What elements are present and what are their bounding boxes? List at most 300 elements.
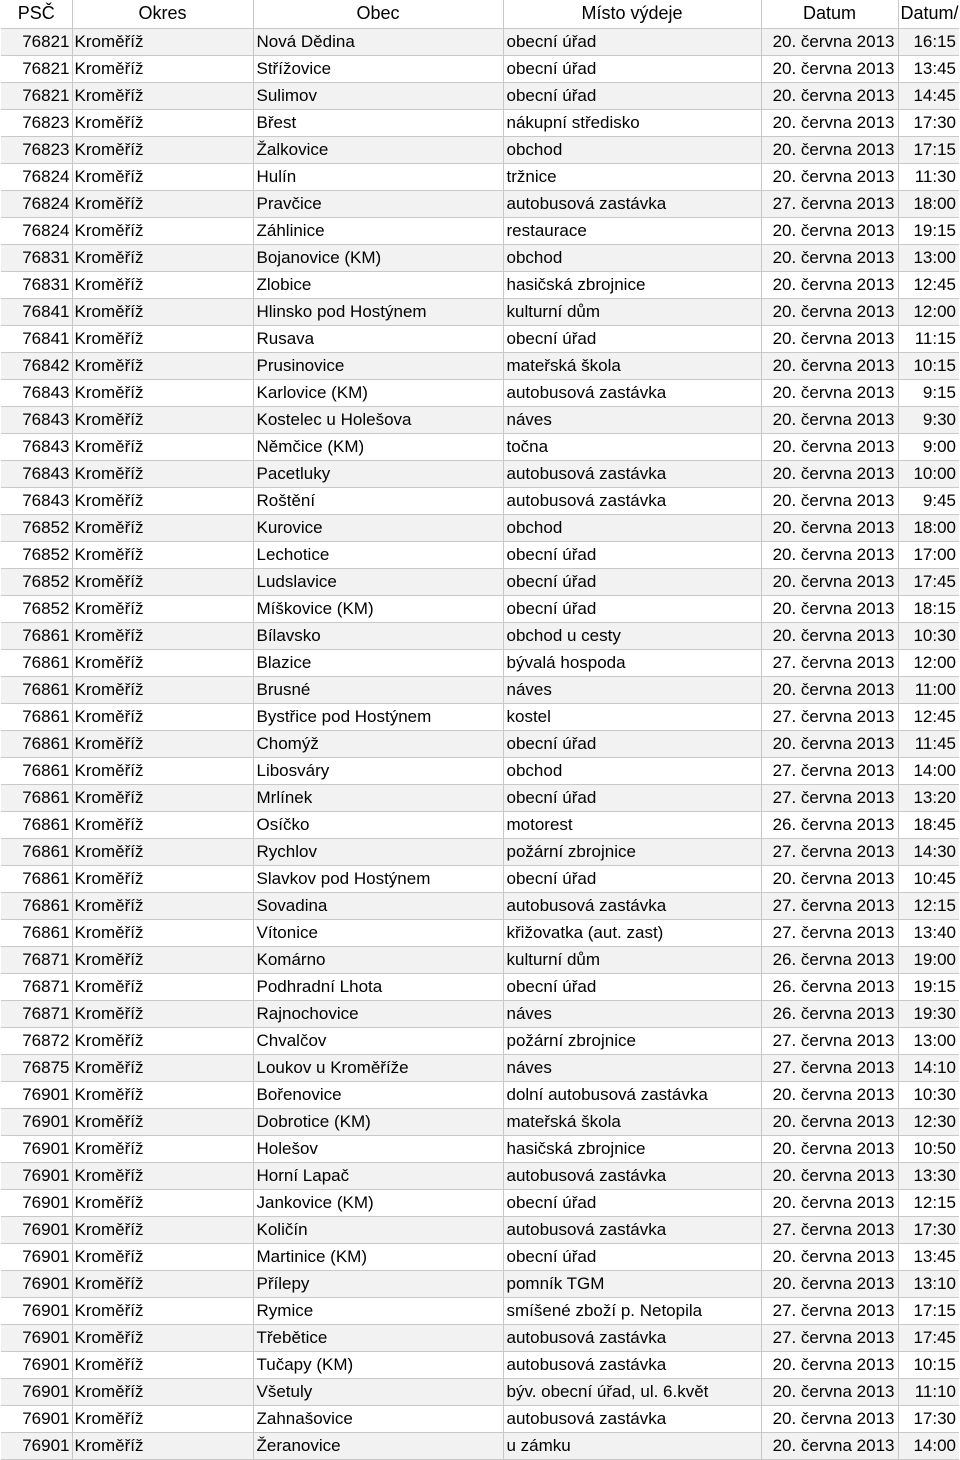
cell-cas[interactable]: 11:15 bbox=[898, 325, 959, 352]
cell-okres[interactable]: Kroměříž bbox=[72, 1108, 253, 1135]
cell-datum[interactable]: 20. června 2013 bbox=[761, 568, 898, 595]
cell-okres[interactable]: Kroměříž bbox=[72, 730, 253, 757]
cell-psc[interactable]: 76831 bbox=[1, 271, 72, 298]
cell-cas[interactable]: 18:15 bbox=[898, 595, 959, 622]
cell-cas[interactable]: 10:45 bbox=[898, 865, 959, 892]
cell-misto[interactable]: mateřská škola bbox=[503, 1108, 761, 1135]
cell-psc[interactable]: 76824 bbox=[1, 163, 72, 190]
cell-misto[interactable]: obchod u cesty bbox=[503, 622, 761, 649]
cell-okres[interactable]: Kroměříž bbox=[72, 325, 253, 352]
cell-okres[interactable]: Kroměříž bbox=[72, 1135, 253, 1162]
cell-misto[interactable]: obchod bbox=[503, 136, 761, 163]
cell-psc[interactable]: 76861 bbox=[1, 703, 72, 730]
table-row[interactable] bbox=[1, 757, 959, 784]
cell-okres[interactable]: Kroměříž bbox=[72, 163, 253, 190]
cell-psc[interactable]: 76824 bbox=[1, 190, 72, 217]
cell-obec[interactable]: Všetuly bbox=[253, 1378, 503, 1405]
cell-datum[interactable]: 27. června 2013 bbox=[761, 190, 898, 217]
cell-psc[interactable]: 76821 bbox=[1, 55, 72, 82]
table-row[interactable] bbox=[1, 703, 959, 730]
cell-psc[interactable]: 76871 bbox=[1, 946, 72, 973]
cell-misto[interactable]: autobusová zastávka bbox=[503, 1351, 761, 1378]
cell-cas[interactable]: 11:30 bbox=[898, 163, 959, 190]
cell-okres[interactable]: Kroměříž bbox=[72, 1027, 253, 1054]
table-row[interactable] bbox=[1, 1216, 959, 1243]
table-row[interactable] bbox=[1, 1378, 959, 1405]
cell-psc[interactable]: 76824 bbox=[1, 217, 72, 244]
cell-datum[interactable]: 20. června 2013 bbox=[761, 244, 898, 271]
cell-psc[interactable]: 76872 bbox=[1, 1027, 72, 1054]
cell-misto[interactable]: obchod bbox=[503, 244, 761, 271]
cell-misto[interactable]: býv. obecní úřad, ul. 6.květ bbox=[503, 1378, 761, 1405]
cell-psc[interactable]: 76861 bbox=[1, 757, 72, 784]
cell-datum[interactable]: 27. června 2013 bbox=[761, 757, 898, 784]
cell-cas[interactable]: 16:15 bbox=[898, 28, 959, 55]
cell-datum[interactable]: 20. června 2013 bbox=[761, 352, 898, 379]
cell-misto[interactable]: křižovatka (aut. zast) bbox=[503, 919, 761, 946]
cell-misto[interactable]: kostel bbox=[503, 703, 761, 730]
cell-okres[interactable]: Kroměříž bbox=[72, 703, 253, 730]
cell-okres[interactable]: Kroměříž bbox=[72, 460, 253, 487]
cell-datum[interactable]: 27. června 2013 bbox=[761, 784, 898, 811]
cell-okres[interactable]: Kroměříž bbox=[72, 190, 253, 217]
cell-datum[interactable]: 20. června 2013 bbox=[761, 406, 898, 433]
cell-cas[interactable]: 11:10 bbox=[898, 1378, 959, 1405]
cell-psc[interactable]: 76841 bbox=[1, 325, 72, 352]
cell-psc[interactable]: 76901 bbox=[1, 1081, 72, 1108]
cell-psc[interactable]: 76901 bbox=[1, 1378, 72, 1405]
header-misto[interactable]: Místo výdeje bbox=[503, 0, 761, 28]
cell-cas[interactable]: 14:00 bbox=[898, 1432, 959, 1459]
cell-obec[interactable]: Karlovice (KM) bbox=[253, 379, 503, 406]
cell-okres[interactable]: Kroměříž bbox=[72, 1405, 253, 1432]
cell-okres[interactable]: Kroměříž bbox=[72, 28, 253, 55]
cell-misto[interactable]: autobusová zastávka bbox=[503, 379, 761, 406]
cell-okres[interactable]: Kroměříž bbox=[72, 1054, 253, 1081]
cell-obec[interactable]: Komárno bbox=[253, 946, 503, 973]
cell-psc[interactable]: 76821 bbox=[1, 28, 72, 55]
cell-okres[interactable]: Kroměříž bbox=[72, 892, 253, 919]
cell-cas[interactable]: 17:00 bbox=[898, 541, 959, 568]
cell-psc[interactable]: 76861 bbox=[1, 622, 72, 649]
cell-cas[interactable]: 18:00 bbox=[898, 514, 959, 541]
table-row[interactable] bbox=[1, 433, 959, 460]
cell-datum[interactable]: 20. června 2013 bbox=[761, 1135, 898, 1162]
cell-datum[interactable]: 27. června 2013 bbox=[761, 1027, 898, 1054]
cell-cas[interactable]: 14:30 bbox=[898, 838, 959, 865]
cell-okres[interactable]: Kroměříž bbox=[72, 352, 253, 379]
table-row[interactable] bbox=[1, 1297, 959, 1324]
cell-misto[interactable]: kulturní dům bbox=[503, 298, 761, 325]
cell-okres[interactable]: Kroměříž bbox=[72, 406, 253, 433]
table-row[interactable] bbox=[1, 919, 959, 946]
cell-obec[interactable]: Bojanovice (KM) bbox=[253, 244, 503, 271]
cell-okres[interactable]: Kroměříž bbox=[72, 1081, 253, 1108]
cell-misto[interactable]: točna bbox=[503, 433, 761, 460]
cell-obec[interactable]: Sulimov bbox=[253, 82, 503, 109]
table-row[interactable] bbox=[1, 622, 959, 649]
cell-cas[interactable]: 11:45 bbox=[898, 730, 959, 757]
table-row[interactable] bbox=[1, 28, 959, 55]
cell-okres[interactable]: Kroměříž bbox=[72, 1243, 253, 1270]
cell-misto[interactable]: u zámku bbox=[503, 1432, 761, 1459]
table-row[interactable] bbox=[1, 325, 959, 352]
cell-obec[interactable]: Loukov u Kroměříže bbox=[253, 1054, 503, 1081]
cell-misto[interactable]: autobusová zastávka bbox=[503, 1405, 761, 1432]
cell-okres[interactable]: Kroměříž bbox=[72, 1378, 253, 1405]
cell-psc[interactable]: 76901 bbox=[1, 1189, 72, 1216]
cell-okres[interactable]: Kroměříž bbox=[72, 811, 253, 838]
cell-misto[interactable]: mateřská škola bbox=[503, 352, 761, 379]
cell-datum[interactable]: 20. června 2013 bbox=[761, 730, 898, 757]
cell-psc[interactable]: 76871 bbox=[1, 973, 72, 1000]
cell-obec[interactable]: Bystřice pod Hostýnem bbox=[253, 703, 503, 730]
cell-psc[interactable]: 76861 bbox=[1, 919, 72, 946]
cell-psc[interactable]: 76901 bbox=[1, 1270, 72, 1297]
cell-obec[interactable]: Přílepy bbox=[253, 1270, 503, 1297]
cell-obec[interactable]: Jankovice (KM) bbox=[253, 1189, 503, 1216]
cell-datum[interactable]: 20. června 2013 bbox=[761, 487, 898, 514]
cell-okres[interactable]: Kroměříž bbox=[72, 946, 253, 973]
cell-misto[interactable]: obecní úřad bbox=[503, 1189, 761, 1216]
table-row[interactable] bbox=[1, 865, 959, 892]
cell-okres[interactable]: Kroměříž bbox=[72, 298, 253, 325]
table-row[interactable] bbox=[1, 595, 959, 622]
cell-cas[interactable]: 19:00 bbox=[898, 946, 959, 973]
cell-obec[interactable]: Hlinsko pod Hostýnem bbox=[253, 298, 503, 325]
table-row[interactable] bbox=[1, 1081, 959, 1108]
cell-datum[interactable]: 20. června 2013 bbox=[761, 1162, 898, 1189]
cell-cas[interactable]: 11:00 bbox=[898, 676, 959, 703]
cell-misto[interactable]: obecní úřad bbox=[503, 568, 761, 595]
cell-misto[interactable]: obecní úřad bbox=[503, 865, 761, 892]
cell-obec[interactable]: Třebětice bbox=[253, 1324, 503, 1351]
table-row[interactable] bbox=[1, 892, 959, 919]
cell-okres[interactable]: Kroměříž bbox=[72, 568, 253, 595]
cell-cas[interactable]: 13:00 bbox=[898, 244, 959, 271]
cell-cas[interactable]: 14:10 bbox=[898, 1054, 959, 1081]
table-row[interactable] bbox=[1, 1351, 959, 1378]
cell-cas[interactable]: 17:30 bbox=[898, 1405, 959, 1432]
cell-obec[interactable]: Osíčko bbox=[253, 811, 503, 838]
cell-cas[interactable]: 12:00 bbox=[898, 649, 959, 676]
cell-datum[interactable]: 20. června 2013 bbox=[761, 217, 898, 244]
cell-obec[interactable]: Břest bbox=[253, 109, 503, 136]
cell-psc[interactable]: 76901 bbox=[1, 1243, 72, 1270]
cell-misto[interactable]: pomník TGM bbox=[503, 1270, 761, 1297]
cell-misto[interactable]: obecní úřad bbox=[503, 55, 761, 82]
cell-cas[interactable]: 10:30 bbox=[898, 622, 959, 649]
cell-misto[interactable]: obchod bbox=[503, 757, 761, 784]
cell-datum[interactable]: 20. června 2013 bbox=[761, 1432, 898, 1459]
cell-psc[interactable]: 76852 bbox=[1, 595, 72, 622]
cell-obec[interactable]: Bílavsko bbox=[253, 622, 503, 649]
cell-datum[interactable]: 26. června 2013 bbox=[761, 811, 898, 838]
cell-psc[interactable]: 76842 bbox=[1, 352, 72, 379]
cell-obec[interactable]: Horní Lapač bbox=[253, 1162, 503, 1189]
cell-obec[interactable]: Zahnašovice bbox=[253, 1405, 503, 1432]
cell-misto[interactable]: obecní úřad bbox=[503, 784, 761, 811]
cell-datum[interactable]: 20. června 2013 bbox=[761, 109, 898, 136]
cell-obec[interactable]: Pravčice bbox=[253, 190, 503, 217]
cell-cas[interactable]: 19:15 bbox=[898, 973, 959, 1000]
table-row[interactable] bbox=[1, 379, 959, 406]
cell-misto[interactable]: tržnice bbox=[503, 163, 761, 190]
cell-datum[interactable]: 20. června 2013 bbox=[761, 28, 898, 55]
cell-cas[interactable]: 17:45 bbox=[898, 1324, 959, 1351]
cell-psc[interactable]: 76852 bbox=[1, 568, 72, 595]
cell-misto[interactable]: obecní úřad bbox=[503, 325, 761, 352]
cell-datum[interactable]: 20. června 2013 bbox=[761, 541, 898, 568]
cell-obec[interactable]: Lechotice bbox=[253, 541, 503, 568]
cell-okres[interactable]: Kroměříž bbox=[72, 757, 253, 784]
cell-obec[interactable]: Martinice (KM) bbox=[253, 1243, 503, 1270]
cell-misto[interactable]: autobusová zastávka bbox=[503, 1162, 761, 1189]
cell-obec[interactable]: Chomýž bbox=[253, 730, 503, 757]
cell-psc[interactable]: 76852 bbox=[1, 514, 72, 541]
cell-obec[interactable]: Libosváry bbox=[253, 757, 503, 784]
cell-okres[interactable]: Kroměříž bbox=[72, 1000, 253, 1027]
table-row[interactable] bbox=[1, 946, 959, 973]
cell-misto[interactable]: autobusová zastávka bbox=[503, 190, 761, 217]
cell-misto[interactable]: autobusová zastávka bbox=[503, 487, 761, 514]
cell-cas[interactable]: 10:15 bbox=[898, 352, 959, 379]
cell-psc[interactable]: 76823 bbox=[1, 109, 72, 136]
table-row[interactable] bbox=[1, 460, 959, 487]
table-row[interactable] bbox=[1, 1108, 959, 1135]
cell-psc[interactable]: 76901 bbox=[1, 1135, 72, 1162]
cell-misto[interactable]: autobusová zastávka bbox=[503, 460, 761, 487]
cell-psc[interactable]: 76861 bbox=[1, 730, 72, 757]
cell-cas[interactable]: 10:15 bbox=[898, 1351, 959, 1378]
table-row[interactable] bbox=[1, 109, 959, 136]
cell-okres[interactable]: Kroměříž bbox=[72, 82, 253, 109]
cell-obec[interactable]: Rusava bbox=[253, 325, 503, 352]
cell-misto[interactable]: obchod bbox=[503, 514, 761, 541]
cell-obec[interactable]: Sovadina bbox=[253, 892, 503, 919]
cell-obec[interactable]: Střížovice bbox=[253, 55, 503, 82]
cell-obec[interactable]: Chvalčov bbox=[253, 1027, 503, 1054]
cell-cas[interactable]: 19:30 bbox=[898, 1000, 959, 1027]
cell-datum[interactable]: 27. června 2013 bbox=[761, 1216, 898, 1243]
cell-obec[interactable]: Nová Dědina bbox=[253, 28, 503, 55]
table-row[interactable] bbox=[1, 541, 959, 568]
cell-psc[interactable]: 76871 bbox=[1, 1000, 72, 1027]
header-psc[interactable]: PSČ bbox=[1, 0, 72, 28]
table-row[interactable] bbox=[1, 1405, 959, 1432]
cell-cas[interactable]: 18:45 bbox=[898, 811, 959, 838]
cell-okres[interactable]: Kroměříž bbox=[72, 244, 253, 271]
cell-misto[interactable]: obecní úřad bbox=[503, 541, 761, 568]
cell-obec[interactable]: Količín bbox=[253, 1216, 503, 1243]
cell-datum[interactable]: 27. června 2013 bbox=[761, 892, 898, 919]
cell-obec[interactable]: Vítonice bbox=[253, 919, 503, 946]
cell-misto[interactable]: hasičská zbrojnice bbox=[503, 271, 761, 298]
table-row[interactable] bbox=[1, 136, 959, 163]
cell-okres[interactable]: Kroměříž bbox=[72, 379, 253, 406]
cell-psc[interactable]: 76875 bbox=[1, 1054, 72, 1081]
cell-psc[interactable]: 76852 bbox=[1, 541, 72, 568]
cell-okres[interactable]: Kroměříž bbox=[72, 1297, 253, 1324]
cell-obec[interactable]: Prusinovice bbox=[253, 352, 503, 379]
cell-cas[interactable]: 18:00 bbox=[898, 190, 959, 217]
cell-datum[interactable]: 20. června 2013 bbox=[761, 865, 898, 892]
cell-okres[interactable]: Kroměříž bbox=[72, 973, 253, 1000]
cell-cas[interactable]: 12:45 bbox=[898, 703, 959, 730]
cell-psc[interactable]: 76901 bbox=[1, 1297, 72, 1324]
cell-datum[interactable]: 20. června 2013 bbox=[761, 622, 898, 649]
table-row[interactable] bbox=[1, 1243, 959, 1270]
cell-datum[interactable]: 27. června 2013 bbox=[761, 838, 898, 865]
cell-obec[interactable]: Holešov bbox=[253, 1135, 503, 1162]
cell-obec[interactable]: Podhradní Lhota bbox=[253, 973, 503, 1000]
table-row[interactable] bbox=[1, 406, 959, 433]
cell-psc[interactable]: 76901 bbox=[1, 1324, 72, 1351]
table-row[interactable] bbox=[1, 838, 959, 865]
cell-psc[interactable]: 76901 bbox=[1, 1216, 72, 1243]
cell-datum[interactable]: 20. června 2013 bbox=[761, 298, 898, 325]
cell-misto[interactable]: náves bbox=[503, 406, 761, 433]
cell-cas[interactable]: 13:45 bbox=[898, 55, 959, 82]
cell-obec[interactable]: Němčice (KM) bbox=[253, 433, 503, 460]
cell-cas[interactable]: 9:15 bbox=[898, 379, 959, 406]
cell-psc[interactable]: 76821 bbox=[1, 82, 72, 109]
cell-psc[interactable]: 76843 bbox=[1, 433, 72, 460]
table-row[interactable] bbox=[1, 568, 959, 595]
cell-okres[interactable]: Kroměříž bbox=[72, 1216, 253, 1243]
cell-datum[interactable]: 20. června 2013 bbox=[761, 379, 898, 406]
cell-psc[interactable]: 76843 bbox=[1, 406, 72, 433]
cell-cas[interactable]: 14:00 bbox=[898, 757, 959, 784]
table-row[interactable] bbox=[1, 163, 959, 190]
cell-psc[interactable]: 76843 bbox=[1, 460, 72, 487]
cell-obec[interactable]: Zlobice bbox=[253, 271, 503, 298]
cell-datum[interactable]: 20. června 2013 bbox=[761, 1189, 898, 1216]
table-row[interactable] bbox=[1, 298, 959, 325]
cell-psc[interactable]: 76901 bbox=[1, 1351, 72, 1378]
cell-psc[interactable]: 76861 bbox=[1, 892, 72, 919]
cell-cas[interactable]: 13:20 bbox=[898, 784, 959, 811]
cell-okres[interactable]: Kroměříž bbox=[72, 784, 253, 811]
cell-datum[interactable]: 27. června 2013 bbox=[761, 1054, 898, 1081]
cell-datum[interactable]: 27. června 2013 bbox=[761, 1324, 898, 1351]
table-row[interactable] bbox=[1, 649, 959, 676]
table-row[interactable] bbox=[1, 1000, 959, 1027]
cell-psc[interactable]: 76861 bbox=[1, 811, 72, 838]
cell-cas[interactable]: 10:00 bbox=[898, 460, 959, 487]
table-row[interactable] bbox=[1, 730, 959, 757]
cell-cas[interactable]: 17:30 bbox=[898, 109, 959, 136]
cell-datum[interactable]: 26. června 2013 bbox=[761, 946, 898, 973]
cell-misto[interactable]: autobusová zastávka bbox=[503, 1216, 761, 1243]
header-datum[interactable]: Datum bbox=[761, 0, 898, 28]
cell-obec[interactable]: Dobrotice (KM) bbox=[253, 1108, 503, 1135]
cell-misto[interactable]: nákupní středisko bbox=[503, 109, 761, 136]
cell-misto[interactable]: obecní úřad bbox=[503, 28, 761, 55]
cell-datum[interactable]: 20. června 2013 bbox=[761, 460, 898, 487]
cell-misto[interactable]: obecní úřad bbox=[503, 595, 761, 622]
cell-obec[interactable]: Roštění bbox=[253, 487, 503, 514]
cell-okres[interactable]: Kroměříž bbox=[72, 55, 253, 82]
cell-okres[interactable]: Kroměříž bbox=[72, 109, 253, 136]
cell-okres[interactable]: Kroměříž bbox=[72, 676, 253, 703]
table-row[interactable] bbox=[1, 514, 959, 541]
cell-okres[interactable]: Kroměříž bbox=[72, 649, 253, 676]
cell-psc[interactable]: 76843 bbox=[1, 487, 72, 514]
cell-okres[interactable]: Kroměříž bbox=[72, 136, 253, 163]
cell-obec[interactable]: Rychlov bbox=[253, 838, 503, 865]
cell-cas[interactable]: 9:45 bbox=[898, 487, 959, 514]
cell-okres[interactable]: Kroměříž bbox=[72, 1351, 253, 1378]
cell-okres[interactable]: Kroměříž bbox=[72, 433, 253, 460]
cell-obec[interactable]: Žalkovice bbox=[253, 136, 503, 163]
cell-obec[interactable]: Rajnochovice bbox=[253, 1000, 503, 1027]
cell-obec[interactable]: Kurovice bbox=[253, 514, 503, 541]
cell-datum[interactable]: 20. června 2013 bbox=[761, 676, 898, 703]
cell-misto[interactable]: kulturní dům bbox=[503, 946, 761, 973]
cell-okres[interactable]: Kroměříž bbox=[72, 622, 253, 649]
cell-datum[interactable]: 20. června 2013 bbox=[761, 55, 898, 82]
table-row[interactable] bbox=[1, 1432, 959, 1459]
cell-datum[interactable]: 20. června 2013 bbox=[761, 1243, 898, 1270]
cell-misto[interactable]: obecní úřad bbox=[503, 82, 761, 109]
cell-misto[interactable]: náves bbox=[503, 1000, 761, 1027]
cell-datum[interactable]: 20. června 2013 bbox=[761, 514, 898, 541]
cell-datum[interactable]: 20. června 2013 bbox=[761, 595, 898, 622]
cell-obec[interactable]: Tučapy (KM) bbox=[253, 1351, 503, 1378]
cell-datum[interactable]: 20. června 2013 bbox=[761, 82, 898, 109]
cell-cas[interactable]: 13:40 bbox=[898, 919, 959, 946]
cell-datum[interactable]: 20. června 2013 bbox=[761, 1378, 898, 1405]
cell-cas[interactable]: 12:15 bbox=[898, 1189, 959, 1216]
cell-okres[interactable]: Kroměříž bbox=[72, 217, 253, 244]
cell-psc[interactable]: 76831 bbox=[1, 244, 72, 271]
cell-obec[interactable]: Pacetluky bbox=[253, 460, 503, 487]
cell-misto[interactable]: hasičská zbrojnice bbox=[503, 1135, 761, 1162]
table-row[interactable] bbox=[1, 1027, 959, 1054]
cell-datum[interactable]: 27. června 2013 bbox=[761, 1297, 898, 1324]
table-row[interactable] bbox=[1, 1054, 959, 1081]
table-row[interactable] bbox=[1, 1270, 959, 1297]
cell-cas[interactable]: 10:50 bbox=[898, 1135, 959, 1162]
table-row[interactable] bbox=[1, 1189, 959, 1216]
cell-datum[interactable]: 27. června 2013 bbox=[761, 919, 898, 946]
cell-misto[interactable]: autobusová zastávka bbox=[503, 1324, 761, 1351]
cell-okres[interactable]: Kroměříž bbox=[72, 487, 253, 514]
cell-misto[interactable]: dolní autobusová zastávka bbox=[503, 1081, 761, 1108]
cell-psc[interactable]: 76861 bbox=[1, 784, 72, 811]
table-row[interactable] bbox=[1, 973, 959, 1000]
cell-datum[interactable]: 20. června 2013 bbox=[761, 136, 898, 163]
cell-okres[interactable]: Kroměříž bbox=[72, 541, 253, 568]
cell-okres[interactable]: Kroměříž bbox=[72, 838, 253, 865]
cell-obec[interactable]: Záhlinice bbox=[253, 217, 503, 244]
cell-psc[interactable]: 76901 bbox=[1, 1432, 72, 1459]
cell-obec[interactable]: Brusné bbox=[253, 676, 503, 703]
cell-okres[interactable]: Kroměříž bbox=[72, 865, 253, 892]
cell-datum[interactable]: 20. června 2013 bbox=[761, 325, 898, 352]
cell-misto[interactable]: obecní úřad bbox=[503, 730, 761, 757]
cell-okres[interactable]: Kroměříž bbox=[72, 919, 253, 946]
cell-okres[interactable]: Kroměříž bbox=[72, 595, 253, 622]
cell-cas[interactable]: 17:30 bbox=[898, 1216, 959, 1243]
cell-obec[interactable]: Ludslavice bbox=[253, 568, 503, 595]
table-row[interactable] bbox=[1, 487, 959, 514]
cell-cas[interactable]: 13:10 bbox=[898, 1270, 959, 1297]
table-row[interactable] bbox=[1, 811, 959, 838]
table-row[interactable] bbox=[1, 55, 959, 82]
cell-cas[interactable]: 17:15 bbox=[898, 1297, 959, 1324]
